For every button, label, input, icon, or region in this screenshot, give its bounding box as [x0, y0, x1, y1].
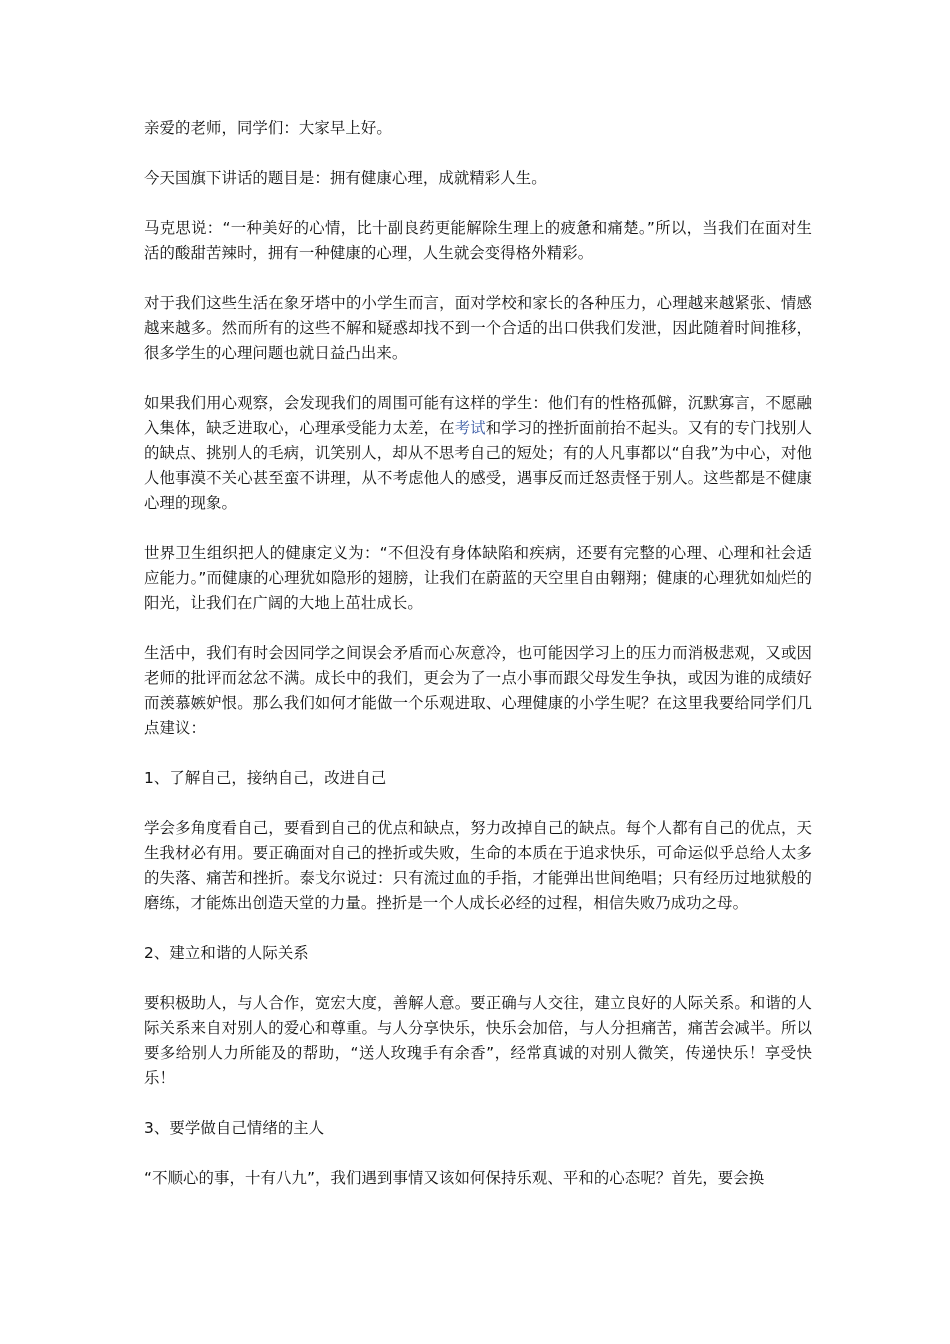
observation-text-before: 如果我们用心观察，会发现我们的周围可能有这样的学生：他们有的性格孤僻，沉默寡言，不愿融入集体，缺乏进取心，心理承受能力太差，在: [144, 394, 812, 437]
observation-text-after: 和学习的挫折面前抬不起头。又有的专门找别人的缺点、挑别人的毛病，讥笑别人，却从不思考自己的短处；有的人凡事都以“自我”为中心，对他人他事漠不关心甚至蛮不讲理，从不考虑他人的感受，遇事反而迁怒责怪于别人。这些都是不健康心理的现象。: [144, 419, 812, 512]
suggestion-body-3: “不顺心的事，十有八九”，我们遇到事情又该如何保持乐观、平和的心态呢？首先，要会换: [144, 1169, 765, 1187]
pressure-paragraph: 对于我们这些生活在象牙塔中的小学生而言，面对学校和家长的各种压力，心理越来越紧张、情感越来越多。然而所有的这些不解和疑惑却找不到一个合适的出口供我们发泄，因此随着时间推移，很多学生的心理问题也就日益凸出来。: [144, 294, 812, 362]
life-conflicts-paragraph: 生活中，我们有时会因同学之间误会矛盾而心灰意冷，也可能因学习上的压力而消极悲观，又或因老师的批评而忿忿不满。成长中的我们，更会为了一点小事而跟父母发生争执，或因为谁的成绩好而羡慕嫉妒恨。那么我们如何才能做一个乐观进取、心理健康的小学生呢？在这里我要给同学们几点建议：: [144, 644, 812, 737]
suggestion-heading-1: 1、了解自己，接纳自己，改进自己: [144, 769, 387, 787]
speech-body: [144, 116, 812, 1216]
greeting-paragraph: 亲爱的老师，同学们：大家早上好。: [144, 119, 392, 137]
suggestion-body-2: 要积极助人，与人合作，宽宏大度，善解人意。要正确与人交往，建立良好的人际关系。和谐的人际关系来自对别人的爱心和尊重。与人分享快乐，快乐会加倍，与人分担痛苦，痛苦会减半。所以要多给别人力所能及的帮助，“送人玫瑰手有余香”，经常真诚的对别人微笑，传递快乐！享受快乐！: [144, 994, 812, 1087]
who-definition-paragraph: 世界卫生组织把人的健康定义为：“不但没有身体缺陷和疾病，还要有完整的心理、心理和社会适应能力。”而健康的心理犹如隐形的翅膀，让我们在蔚蓝的天空里自由翱翔；健康的心理犹如灿烂的阳光，让我们在广阔的大地上茁壮成长。: [144, 544, 812, 612]
suggestion-heading-2: 2、建立和谐的人际关系: [144, 944, 309, 962]
marx-quote-paragraph: 马克思说：“一种美好的心情，比十副良药更能解除生理上的疲惫和痛楚。”所以，当我们在面对生活的酸甜苦辣时，拥有一种健康的心理，人生就会变得格外精彩。: [144, 219, 812, 262]
topic-paragraph: 今天国旗下讲话的题目是：拥有健康心理，成就精彩人生。: [144, 169, 547, 187]
exam-link[interactable]: 考试: [454, 419, 486, 437]
suggestion-body-1: 学会多角度看自己，要看到自己的优点和缺点，努力改掉自己的缺点。每个人都有自己的优点，天生我材必有用。要正确面对自己的挫折或失败，生命的本质在于追求快乐，可命运似乎总给人太多的失落、痛苦和挫折。泰戈尔说过：只有流过血的手指，才能弹出世间绝唱；只有经历过地狱般的磨练，才能炼出创造天堂的力量。挫折是一个人成长必经的过程，相信失败乃成功之母。: [144, 819, 812, 912]
suggestion-heading-3: 3、要学做自己情绪的主人: [144, 1119, 325, 1137]
observation-paragraph: [144, 391, 812, 516]
